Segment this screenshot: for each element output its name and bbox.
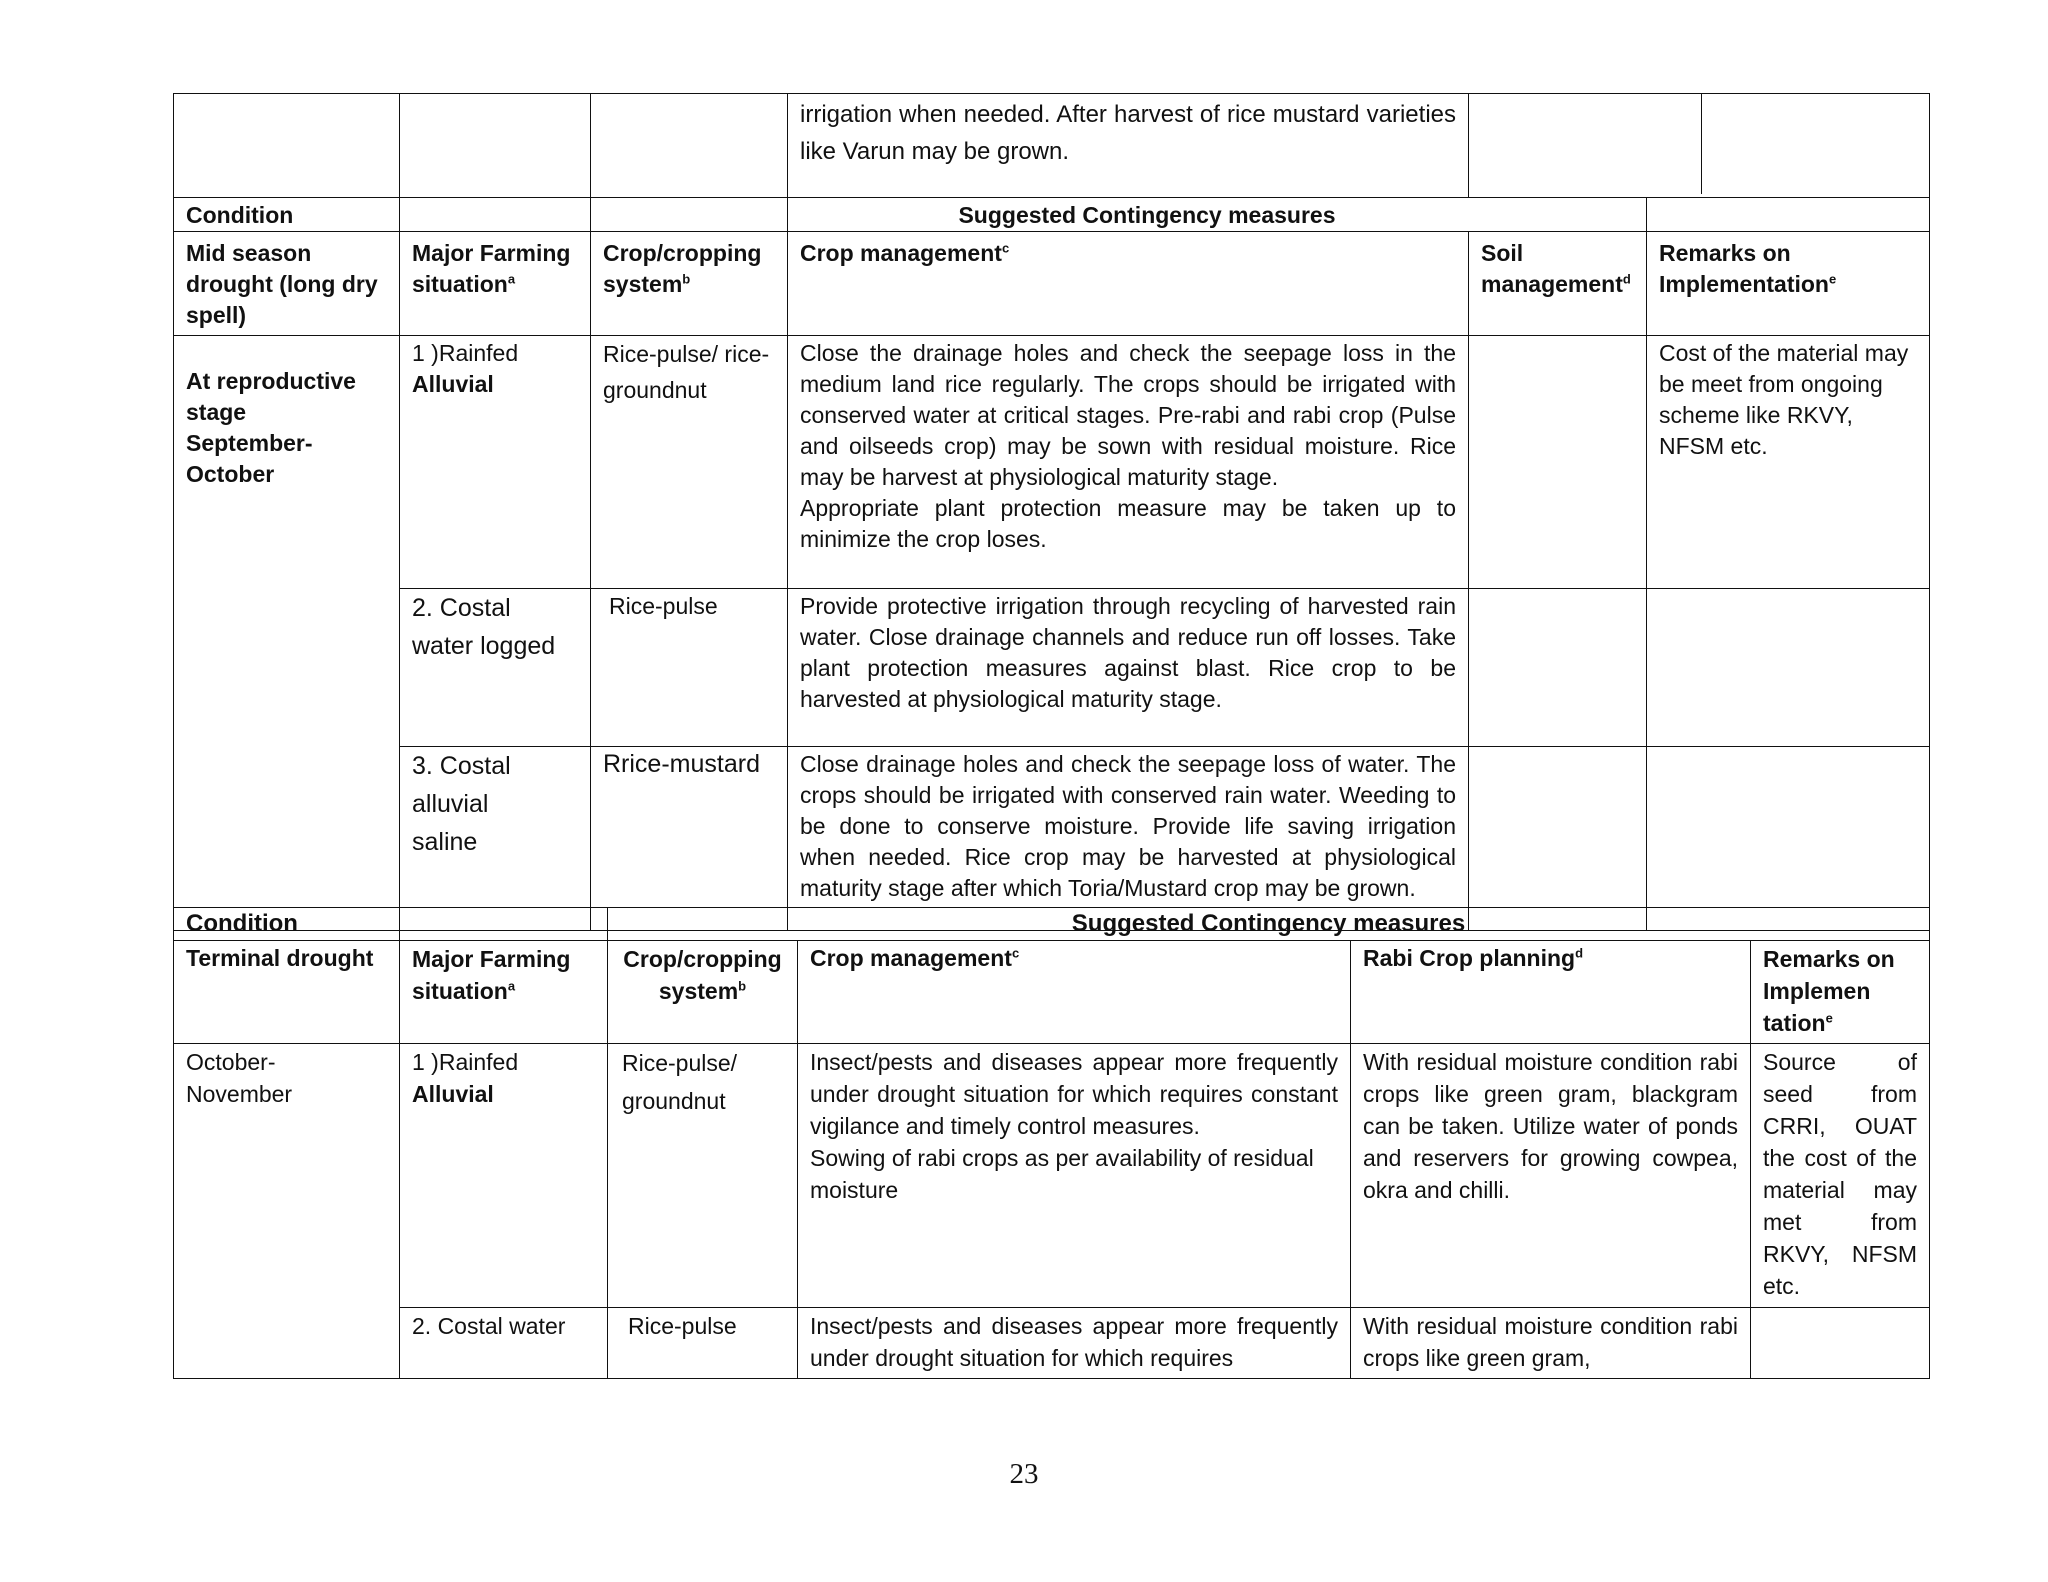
stage-cell: At reproductive stage September-October [174, 336, 400, 931]
crop-management: Provide protective irrigation through recycling of harvested rain water. Close drainage channels and reduce run off losses. Take plant protection measures against blast. Rice crop to be harvested at physiological maturity stage. [788, 589, 1469, 747]
table-row [174, 747, 1930, 931]
condition-label: Condition [174, 908, 400, 941]
continuation-row [174, 94, 1930, 198]
remarks [1751, 1308, 1930, 1379]
crop-system: Rice-pulse [608, 1308, 798, 1379]
soil-management [1469, 589, 1647, 747]
remarks: Cost of the material may be meet from ongoing scheme like RKVY, NFSM etc. [1647, 336, 1930, 589]
farming-situation: 1 )Rainfed Alluvial [400, 1044, 608, 1308]
crop-management: Close drainage holes and check the seepage loss of water. The crops should be irrigated with conserved rain water. Weeding to be done to conserve moisture. Provide life saving irrigation when needed. Rice crop may be harvested at physiological maturity stage after which Toria/Mustard crop may be grown. [788, 747, 1469, 931]
header-rabi: Rabi Crop planning$^d$ [1351, 941, 1751, 1044]
continued-crop-management: irrigation when needed. After harvest of rice mustard varieties like Varun may be grown. [788, 94, 1469, 198]
table-row [174, 1044, 1930, 1308]
header-remarks: Remarks on Implementation$^e$ [1647, 232, 1930, 336]
soil-management [1469, 336, 1647, 589]
header-management: Crop management$^c$ [788, 232, 1469, 336]
condition-name: Mid season drought (long dry spell) [174, 232, 400, 336]
remarks [1647, 747, 1930, 931]
remarks: Source of seed from CRRI, OUAT the cost of the material may met from RKVY, NFSM etc. [1751, 1044, 1930, 1308]
farming-situation: 3. Costal alluvial saline [400, 747, 591, 931]
terminal-drought-table [173, 907, 1930, 1379]
crop-management: Insect/pests and diseases appear more frequently under drought situation for which requires [798, 1308, 1351, 1379]
header-row [174, 232, 1930, 336]
remarks [1647, 589, 1930, 747]
header-farming: Major Farming situation$^a$ [400, 232, 591, 336]
condition-name: Terminal drought [174, 941, 400, 1044]
header-soil: Soil management$^d$ [1469, 232, 1647, 336]
rabi-crop-planning: With residual moisture condition rabi crops like green gram, [1351, 1308, 1751, 1379]
crop-system: Rice-pulse [591, 589, 788, 747]
condition-row [174, 198, 1930, 232]
header-row [174, 941, 1930, 1044]
farming-situation: 2. Costal water logged [400, 589, 591, 747]
crop-system: Rice-pulse/ rice-groundnut [591, 336, 788, 589]
suggested-measures-label: Suggested Contingency measures [608, 908, 1930, 941]
header-farming: Major Farming situation$^a$ [400, 941, 608, 1044]
condition-label: Condition [174, 198, 400, 232]
header-crop: Crop/cropping system$^b$ [591, 232, 788, 336]
crop-management: Close the drainage holes and check the seepage loss in the medium land rice regularly. The crops should be irrigated with conserved water at critical stages. Pre-rabi and rabi crop (Pulse and oilseeds crop) may be sown with residual moisture. Rice may be harvest at physiological maturity stage. Appropriate plant protection measure may be taken up to minimize the crop loses. [788, 336, 1469, 589]
suggested-measures-label: Suggested Contingency measures [788, 198, 1647, 232]
farming-situation: 1 )Rainfed Alluvial [400, 336, 591, 589]
crop-system: Rice-pulse/ groundnut [608, 1044, 798, 1308]
header-crop: Crop/cropping system$^b$ [608, 941, 798, 1044]
mid-season-drought-table [173, 93, 1930, 931]
table-row [174, 336, 1930, 589]
table-row [174, 1308, 1930, 1379]
table-row [174, 589, 1930, 747]
crop-management: Insect/pests and diseases appear more frequently under drought situation for which requires constant vigilance and timely control measures. Sowing of rabi crops as per availability of residual moisture [798, 1044, 1351, 1308]
condition-row [174, 908, 1930, 941]
period-cell: October-November [174, 1044, 400, 1379]
farming-situation: 2. Costal water [400, 1308, 608, 1379]
header-remarks: Remarks on Implemen tation$^e$ [1751, 941, 1930, 1044]
header-management: Crop management$^c$ [798, 941, 1351, 1044]
crop-system: Rrice-mustard [591, 747, 788, 931]
page-number: 23 [1009, 1458, 1039, 1490]
soil-management [1469, 747, 1647, 931]
rabi-crop-planning: With residual moisture condition rabi crops like green gram, blackgram can be taken. Utilize water of ponds and reservers for growing cowpea, okra and chilli. [1351, 1044, 1751, 1308]
